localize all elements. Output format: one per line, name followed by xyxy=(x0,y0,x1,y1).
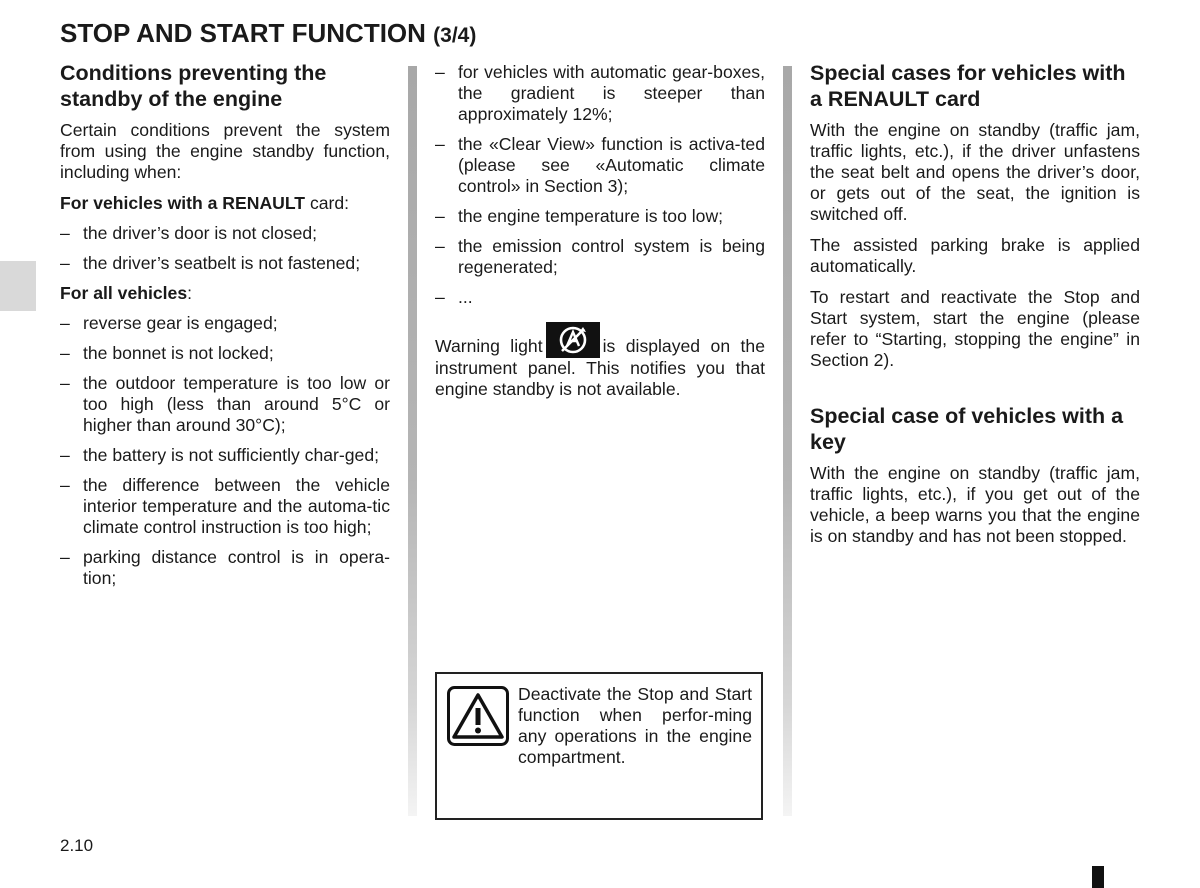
list-dash: – xyxy=(60,445,70,465)
column-2 xyxy=(435,62,765,410)
renault-card-paragraph-1: With the engine on standby (traffic jam, traffic lights, etc.), if the driver unfastens the seat belt and opens the driver’s door, or gets out of the seat, the ignition is switched off. xyxy=(810,120,1140,224)
list-dash: – xyxy=(60,343,70,363)
warning-triangle-icon xyxy=(447,686,509,746)
list-dash: – xyxy=(60,475,70,495)
list-item xyxy=(60,445,390,466)
all-vehicles-label xyxy=(60,283,390,304)
list-dash: – xyxy=(435,62,445,82)
list-dash: – xyxy=(435,134,445,154)
renault-card-paragraph-2: The assisted parking brake is applied automatically. xyxy=(810,235,1140,276)
renault-card-label xyxy=(60,193,390,214)
all-conditions-list xyxy=(60,313,390,589)
all-vehicles-label-bold: For all vehicles xyxy=(60,283,188,303)
column-1 xyxy=(60,60,390,598)
page-title-text: STOP AND START FUNCTION xyxy=(60,18,426,48)
list-item xyxy=(60,223,390,244)
warning-light-text-after: is displayed on the instrument panel. This notifies you that engine standby is not available. xyxy=(435,336,766,399)
list-item xyxy=(435,236,765,278)
list-dash: – xyxy=(60,547,70,567)
warning-light-text-before: Warning light xyxy=(435,336,543,356)
list-item xyxy=(60,343,390,364)
conditions-intro: Certain conditions prevent the system from using the engine standby function, including when: xyxy=(60,120,390,182)
list-item-text: the engine temperature is too low; xyxy=(458,206,724,226)
section-spacer xyxy=(810,381,1140,403)
list-dash: – xyxy=(60,223,70,243)
list-item xyxy=(435,134,765,197)
column-divider-left xyxy=(408,66,417,816)
list-item-text: the driver’s door is not closed; xyxy=(83,223,318,243)
renault-card-cases-heading: Special cases for vehicles with a RENAULT card xyxy=(810,61,1126,111)
list-item-text: ... xyxy=(458,287,473,307)
renault-conditions-list xyxy=(60,223,390,274)
list-dash: – xyxy=(60,313,70,333)
page-title xyxy=(60,18,476,49)
list-dash: – xyxy=(435,287,445,307)
list-item-text: the «Clear View» function is activa-ted (please see «Automatic climate control» in Section 3); xyxy=(458,134,765,196)
renault-card-label-bold: For vehicles with a RENAULT xyxy=(60,193,306,213)
list-item xyxy=(60,253,390,274)
list-item-text: the outdoor temperature is too low or too high (less than around 5°C or higher than around 30°C); xyxy=(83,373,390,435)
corner-mark xyxy=(1092,866,1104,888)
column-3 xyxy=(810,60,1140,557)
list-item-text: the driver’s seatbelt is not fastened; xyxy=(83,253,361,273)
column-divider-right xyxy=(783,66,792,816)
list-item xyxy=(435,62,765,125)
list-item xyxy=(435,206,765,227)
key-vehicles-paragraph: With the engine on standby (traffic jam, traffic lights, etc.), if you get out of the vehicle, a beep warns you that the engine is on standby and has not been stopped. xyxy=(810,463,1140,546)
list-dash: – xyxy=(60,253,70,273)
list-item-text: reverse gear is engaged; xyxy=(83,313,278,333)
warning-light-paragraph xyxy=(435,322,765,400)
list-item xyxy=(60,313,390,334)
list-dash: – xyxy=(60,373,70,393)
page-part: (3/4) xyxy=(433,24,477,47)
page-number: 2.10 xyxy=(60,836,94,855)
list-item-text: the bonnet is not locked; xyxy=(83,343,274,363)
renault-card-paragraph-3: To restart and reactivate the Stop and Start system, start the engine (please refer to “Starting, stopping the engine” in Section 2). xyxy=(810,287,1140,370)
list-item-text: the difference between the vehicle interior temperature and the automa-tic climate control instruction is too high; xyxy=(83,475,390,537)
all-vehicles-label-suffix: : xyxy=(187,283,193,303)
warning-box xyxy=(435,672,763,820)
section-tab xyxy=(0,261,36,311)
more-conditions-list xyxy=(435,62,765,308)
list-dash: – xyxy=(435,236,445,256)
list-item-text: parking distance control is in opera-tion; xyxy=(83,547,390,588)
list-item xyxy=(60,373,390,436)
list-item-text: for vehicles with automatic gear-boxes, the gradient is steeper than approximately 12%; xyxy=(458,62,765,124)
list-item xyxy=(435,287,765,308)
list-dash: – xyxy=(435,206,445,226)
list-item xyxy=(60,475,390,538)
key-vehicles-heading: Special case of vehicles with a key xyxy=(810,404,1124,454)
conditions-heading: Conditions preventing the standby of the engine xyxy=(60,61,327,111)
list-item-text: the battery is not sufficiently char-ged; xyxy=(83,445,379,465)
list-item xyxy=(60,547,390,589)
list-item-text: the emission control system is being regenerated; xyxy=(458,236,765,277)
stop-start-unavailable-icon xyxy=(546,322,600,358)
warning-box-text: Deactivate the Stop and Start function when perfor-ming any operations in the engine compartment. xyxy=(518,684,752,767)
renault-card-label-suffix: card: xyxy=(305,193,350,213)
